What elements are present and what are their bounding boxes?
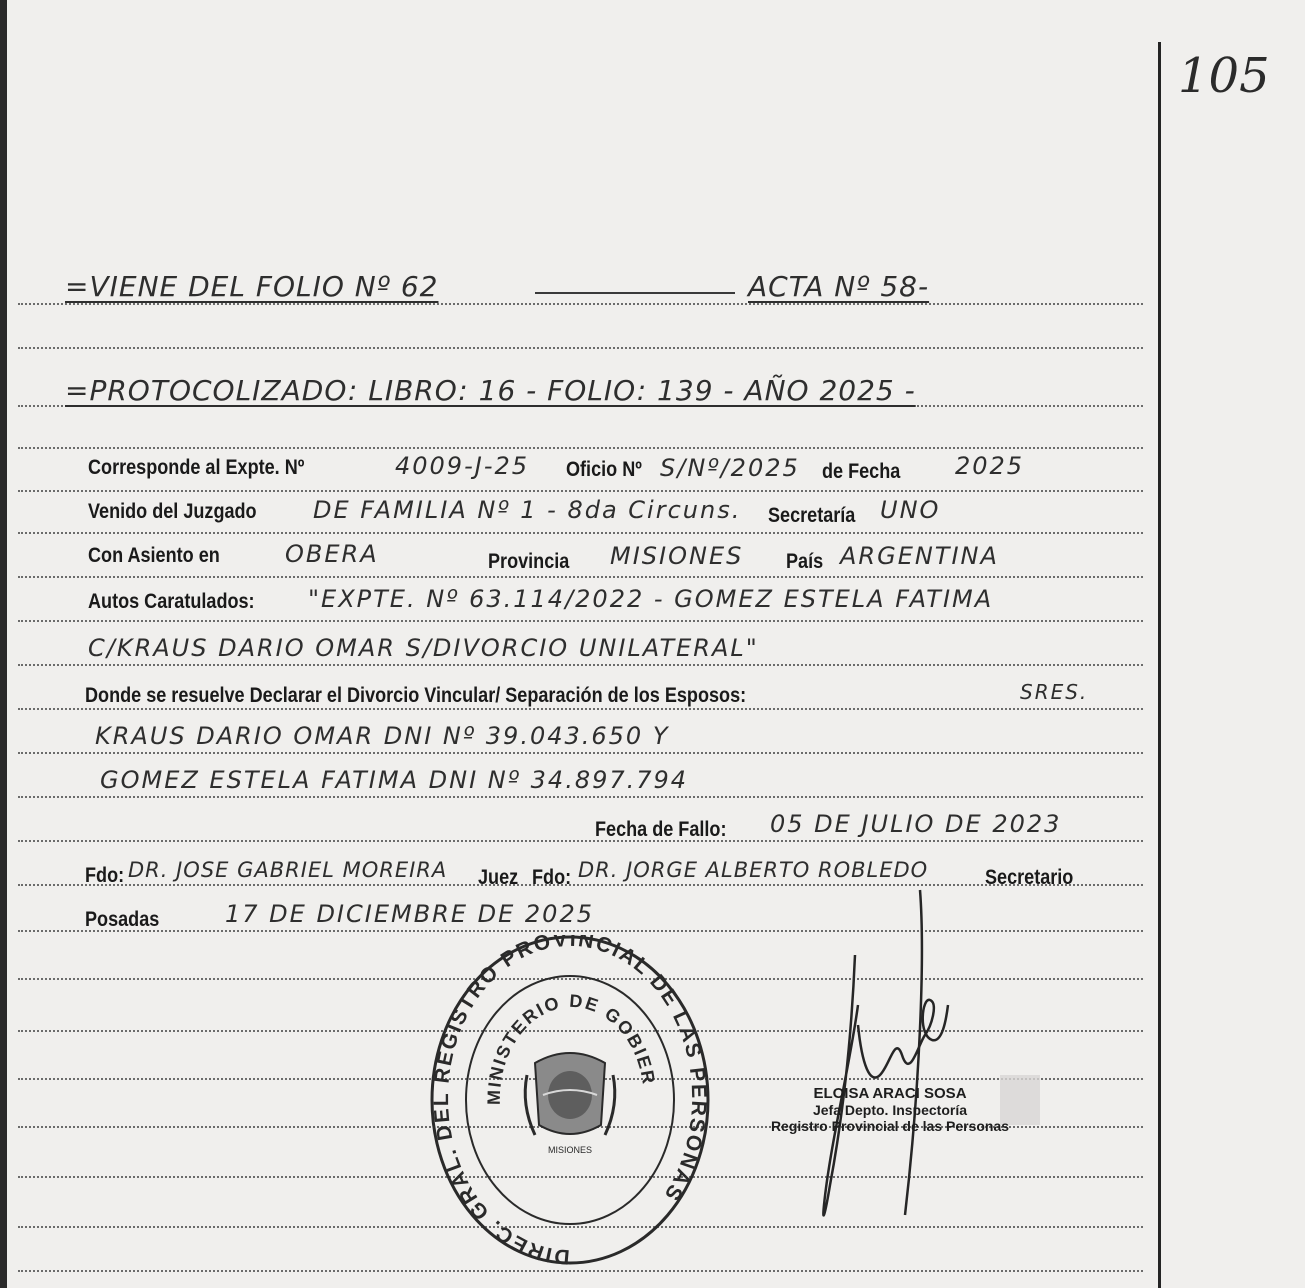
seal-emblem-label: MISIONES [547,1145,593,1155]
secretario-value: DR. JORGE ALBERTO ROBLEDO [578,858,929,882]
secretario-label: Secretario [985,866,1074,889]
secretaria-value: UNO [880,496,941,524]
ruled-line [18,490,1143,492]
oficio-value: S/Nº/2025 [660,454,800,482]
acta-number: ACTA Nº 58- [748,270,930,303]
ruled-line [18,708,1143,710]
ruled-line [18,752,1143,754]
fecha-value: 2025 [955,452,1025,480]
fecha-label: de Fecha [822,460,901,483]
ruled-line [18,447,1143,449]
secretaria-label: Secretaría [768,504,856,527]
autos-label: Autos Caratulados: [88,590,255,613]
provincia-label: Provincia [488,550,570,573]
signatory-role: Jefa Depto. Inspectoría [812,1102,968,1118]
lugar-fecha-value: 17 DE DICIEMBRE DE 2025 [225,900,594,928]
juzgado-value: DE FAMILIA Nº 1 - 8da Circuns. [313,496,742,524]
ruled-line [18,840,1143,842]
ruled-line [18,796,1143,798]
fdo2-label: Fdo: [532,866,572,889]
seal-emblem-icon [525,1053,615,1135]
ruled-line [18,576,1143,578]
page-left-edge [0,0,7,1288]
signatory-name: ELOISA ARACI SOSA [813,1085,967,1102]
viene-del-folio: =VIENE DEL FOLIO Nº 62 [65,270,439,303]
fdo-label: Fdo: [85,864,125,887]
resuelve-label: Donde se resuelve Declarar el Divorcio Vincular/ Separación de los Esposos: [85,684,747,707]
autos-value-1: "EXPTE. Nº 63.114/2022 - GOMEZ ESTELA FATIMA [308,585,994,613]
juez-value: DR. JOSE GABRIEL MOREIRA [128,858,448,882]
autos-value-2: C/KRAUS DARIO OMAR S/DIVORCIO UNILATERAL" [88,634,759,662]
asiento-label: Con Asiento en [88,544,220,567]
corresponde-label: Corresponde al Expte. Nº [88,456,305,479]
signature-block [730,1085,1050,1134]
provincia-value: MISIONES [610,542,744,570]
ruled-line [18,532,1143,534]
ruled-line [18,664,1143,666]
seal-outer-text: DIREC. GRAL. DEL REGISTRO PROVINCIAL DE LAS PERSONAS [430,935,711,1269]
lugar-label: Posadas [85,908,160,931]
ruled-line [18,620,1143,622]
fecha-fallo-value: 05 DE JULIO DE 2023 [770,810,1062,838]
margin-line [1158,42,1161,1288]
folio-number: 105 [1178,48,1270,104]
ruled-line [18,347,1143,349]
ruled-line [18,303,1143,305]
juez-label: Juez [478,866,519,889]
expte-value: 4009-J-25 [395,452,530,480]
resuelve-value: SRES. [1020,680,1089,704]
party-2: GOMEZ ESTELA FATIMA DNI Nº 34.897.794 [100,766,689,794]
seal-inner-text: MINISTERIO DE GOBIER [483,990,660,1106]
official-seal [425,935,715,1275]
handwritten-signature [800,885,1000,1235]
pais-value: ARGENTINA [840,542,999,570]
dash-separator [535,292,735,294]
asiento-value: OBERA [285,540,379,568]
pais-label: País [786,550,824,573]
venido-label: Venido del Juzgado [88,500,257,523]
oficio-label: Oficio Nº [566,458,642,481]
protocolizado-line: =PROTOCOLIZADO: LIBRO: 16 - FOLIO: 139 - AÑO 2025 - [65,374,916,407]
signatory-office: Registro Provincial de las Personas [770,1118,1010,1134]
party-1: KRAUS DARIO OMAR DNI Nº 39.043.650 Y [95,722,670,750]
fecha-fallo-label: Fecha de Fallo: [595,818,727,841]
